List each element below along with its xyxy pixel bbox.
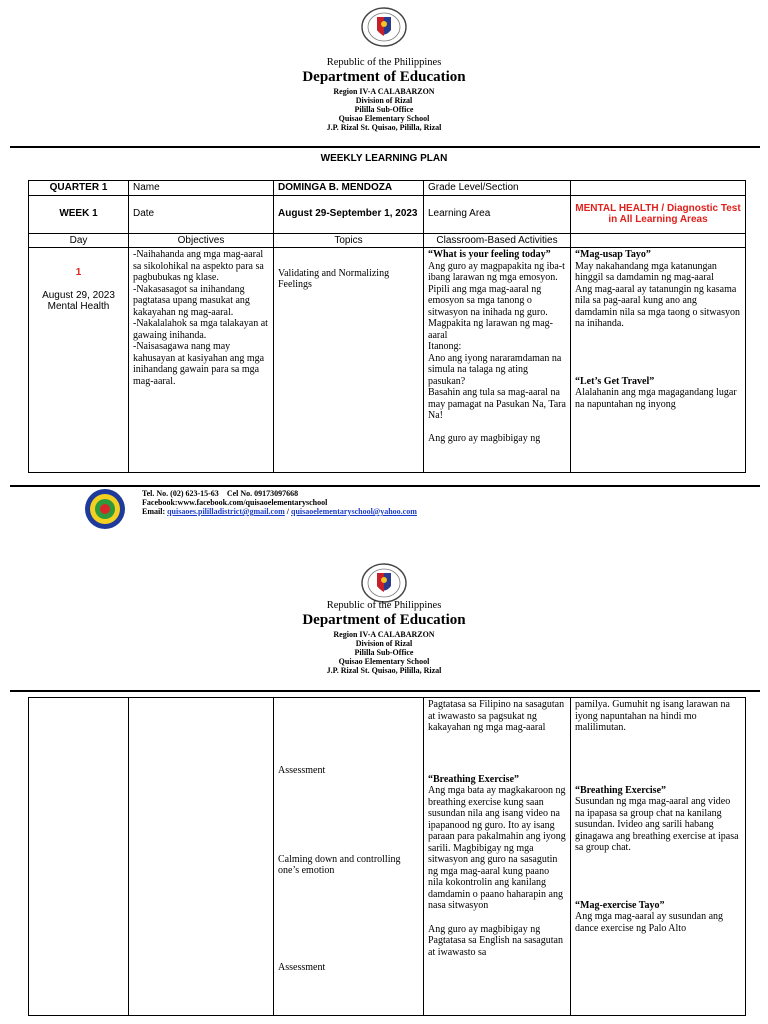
home-activity-text: May nakahandang mga katanungan hinggil sa damdamin ng mag-aaral <box>575 260 717 283</box>
home-activity-text: Ang mga mag-aaral ay susundan ang dance exercise ng Palo Alto <box>575 911 724 934</box>
home-activity-text: Ang mag-aaral ay tatanungin ng kasama nila sa pag-aaral kung ano ang damdamin nila sa mga taong o sitwasyon na inihanda. <box>575 283 740 329</box>
division-text: Division of Rizal <box>355 639 413 648</box>
page-2 <box>0 535 768 1024</box>
deped-seal-icon <box>360 562 408 604</box>
classroom-activities-cell <box>424 698 571 1016</box>
objective-4: -Naisasagawa nang may kahusayan at kasiyahan ang mga inihandang gawain para sa mga mag-aaral. <box>133 341 265 387</box>
document-title: WEEKLY LEARNING PLAN <box>320 153 448 164</box>
address-text: J.P. Rizal St. Quisao, Pililla, Rizal <box>326 666 442 675</box>
activity-text: Itanong: <box>428 341 462 352</box>
deped-seal-icon <box>360 6 408 48</box>
name-label: Name <box>129 181 274 196</box>
column-header-classroom: Classroom-Based Activities <box>424 233 571 248</box>
home-activity-title: “Let’s Get Travel” <box>575 375 655 387</box>
column-header-objectives: Objectives <box>129 233 274 248</box>
division-text: Division of Rizal <box>355 96 413 105</box>
column-header-home <box>571 233 746 248</box>
date-value: August 29-September 1, 2023 <box>274 195 424 233</box>
school-logo-icon <box>84 488 126 530</box>
learning-area-value: MENTAL HEALTH / Diagnostic Test in All Learning Areas <box>571 195 746 233</box>
day-date: August 29, 2023 <box>42 289 115 301</box>
home-activity-title: “Breathing Exercise” <box>575 784 667 796</box>
name-value: DOMINGA B. MENDOZA <box>274 181 424 196</box>
classroom-activities-cell <box>424 248 571 473</box>
activity-title: “What is your feeling today” <box>428 249 551 260</box>
school-text: Quisao Elementary School <box>338 657 430 666</box>
objectives-cell <box>129 698 274 1016</box>
home-activities-cell <box>571 698 746 1016</box>
column-header-day: Day <box>29 233 129 248</box>
activity-text: Ang guro ay magbibigay ng <box>428 433 541 444</box>
topics-cell <box>274 698 424 1016</box>
grade-level-value <box>571 181 746 196</box>
email-label: Email: <box>142 507 166 516</box>
activity-text: Ang guro ay magpapakita ng iba-t ibang larawan ng mga emosyon. Pipili ang mga mag-aaral ng emosyon sa mga tanong o sitwasyon na inihada ng guro. <box>428 260 565 318</box>
learning-area-label: Learning Area <box>424 195 571 233</box>
school-text: Quisao Elementary School <box>338 114 430 123</box>
day-cell <box>29 248 129 473</box>
grade-level-label: Grade Level/Section <box>424 181 571 196</box>
quarter-cell: QUARTER 1 <box>29 181 129 196</box>
footer-divider <box>10 485 760 487</box>
address-text: J.P. Rizal St. Quisao, Pililla, Rizal <box>326 123 442 132</box>
home-activity-text: Susundan ng mga mag-aaral ang video na ipapasa sa group chat na kanilang susundan. Ivideo ang sarili habang ginagawa ang breathing exercise at ipasa sa group chat. <box>575 796 739 853</box>
activity-text: Ang mga bata ay magkakaroon ng breathing exercise kung saan susundan nila ang isang video na ipapanood ng guro. Ito ay isang paraan para pakalmahin ang iyong sarili. Magbibigay ng mga sitwasyon ang guro na sasagutin ng mga mag-aaral kung paano nila kokontrolin ang kanilang damdamin o paano haharapin ang nasa sitwasyon <box>428 785 566 911</box>
objective-3: -Nakalalahok sa mga talakayan at gawaing inihanda. <box>133 318 268 341</box>
column-header-topics: Topics <box>274 233 424 248</box>
republic-text: Republic of the Philippines <box>326 57 442 68</box>
activity-text: Basahin ang tula sa mag-aaral na may pamagat na Pasukan Na, Tara Na! <box>428 387 566 421</box>
topic-calming: Calming down and controlling one’s emotion <box>278 853 401 876</box>
date-label: Date <box>129 195 274 233</box>
day-subject: Mental Health <box>47 301 110 312</box>
home-activity-title: “Mag-usap Tayo” <box>575 249 651 260</box>
header-divider <box>10 146 760 148</box>
activity-text: Pagtatasa sa Filipino na sasagutan at iwawasto sa pagsukat ng kakayahan ng mga mag-aaral <box>428 699 565 733</box>
home-activity-text: Alalahanin ang mga magagandang lugar na napuntahan ng inyong <box>575 387 737 410</box>
department-title: Department of Education <box>302 69 466 85</box>
objective-2: -Nakasasagot sa inihandang pagtatasa upang masukat ang kakayahan ng mag-aaral. <box>133 283 250 318</box>
topic-validating: Validating and Normalizing Feelings <box>278 267 390 290</box>
republic-text: Republic of the Philippines <box>326 600 442 611</box>
day-cell <box>29 698 129 1016</box>
topic-assessment: Assessment <box>278 765 326 776</box>
telephone-number: Tel. No. (02) 623-15-63 <box>142 489 219 498</box>
home-activity-title: “Mag-exercise Tayo” <box>575 899 665 911</box>
region-text: Region IV-A CALABARZON <box>333 87 435 96</box>
plan-table-page-2 <box>28 697 746 1016</box>
sub-office-text: Pililla Sub-Office <box>354 105 414 114</box>
home-activities-cell <box>571 248 746 473</box>
activity-text: Magpakita ng larawan ng mag-aaral <box>428 318 553 341</box>
objective-1: -Naihahanda ang mga mag-aaral sa sikolohikal na aspekto para sa pagbubukas ng klase. <box>133 249 264 283</box>
topic-assessment: Assessment <box>278 961 326 973</box>
activity-title: “Breathing Exercise” <box>428 773 520 785</box>
header-divider <box>10 690 760 692</box>
topics-cell <box>274 248 424 473</box>
sub-office-text: Pililla Sub-Office <box>354 648 414 657</box>
day-number: 1 <box>75 266 82 278</box>
activity-text: Ang guro ay magbibigay ng Pagtatasa sa English na sasagutan at iwawasto sa <box>428 923 563 958</box>
email-separator: / <box>286 507 290 516</box>
department-title: Department of Education <box>302 612 466 628</box>
home-activity-text: pamilya. Gumuhit ng isang larawan na iyong napuntahan na hindi mo malilimutan. <box>575 699 730 733</box>
cellphone-number: Cel No. 09173097668 <box>226 489 299 498</box>
activity-text: Ano ang iyong nararamdaman na simula na talaga ng ating pasukan? <box>428 352 562 387</box>
email-link-yahoo[interactable]: quisaoelementaryschool@yahoo.com <box>291 507 417 516</box>
plan-table-page-1 <box>28 180 746 473</box>
week-cell: WEEK 1 <box>29 195 129 233</box>
facebook-link[interactable]: Facebook:www.facebook.com/quisaoelementaryschool <box>142 498 328 507</box>
region-text: Region IV-A CALABARZON <box>333 630 435 639</box>
email-link-gmail[interactable]: quisaoes.pililladistrict@gmail.com <box>167 507 285 516</box>
objectives-cell <box>129 248 274 473</box>
